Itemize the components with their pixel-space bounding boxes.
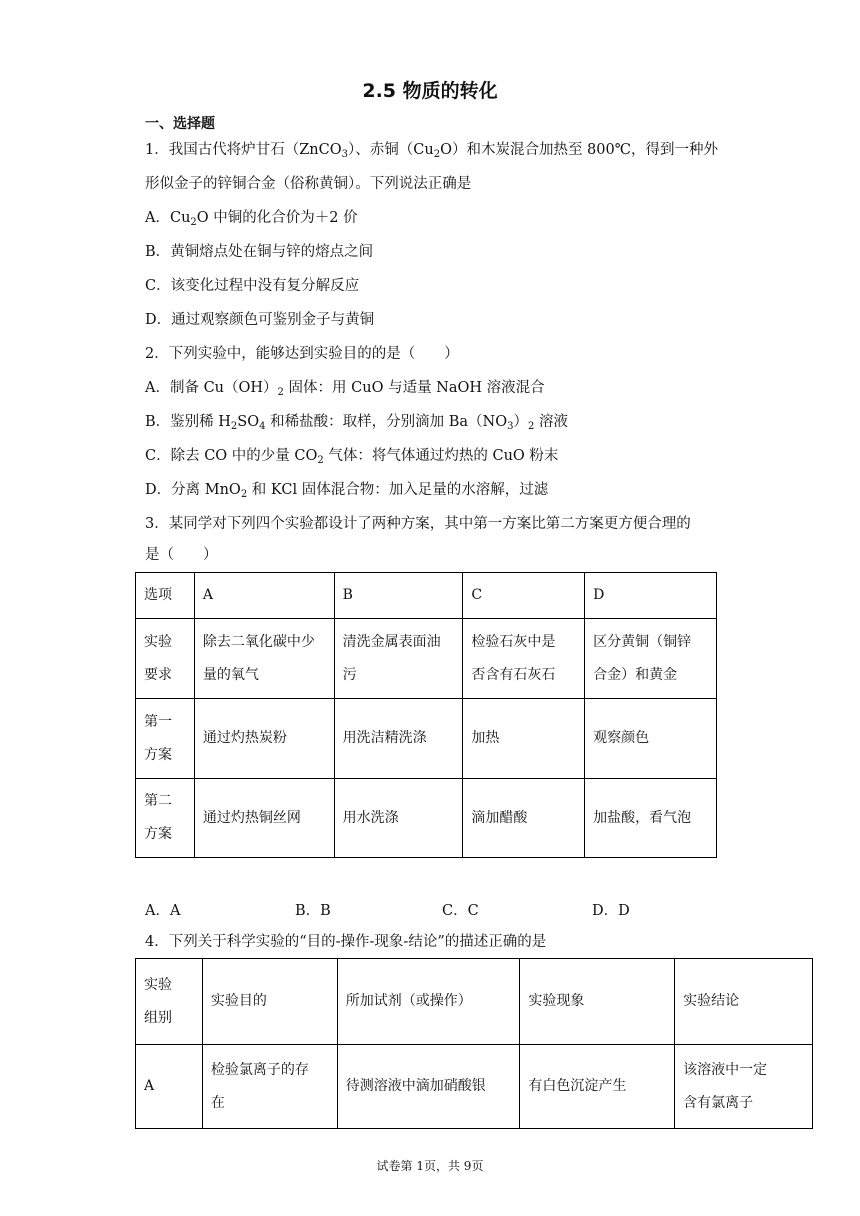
q1-option-a: A．$Cu_2O$ 中铜的化合价为＋2 价 — [145, 210, 358, 228]
table-cell: 该溶液中一定 含有氯离子 — [675, 1045, 813, 1129]
table-cell: 待测溶液中滴加硝酸银 — [337, 1045, 520, 1129]
table-header-row — [136, 573, 717, 619]
table-row — [136, 1045, 813, 1129]
table-cell: 加热 — [463, 699, 585, 779]
q1-stem-line1: 1．我国古代将炉甘石（ZnCO$_3$）、赤铜$(Cu_2O)$和木炭混合加热至 800℃，得到一种外 — [145, 142, 718, 160]
table-cell: 实验 组别 — [136, 959, 203, 1045]
table-cell: 所加试剂（或操作） — [337, 959, 520, 1045]
q3-stem-line1: 3．某同学对下列四个实验都设计了两种方案，其中第一方案比第二方案更方便合理的 — [145, 516, 691, 532]
q4-table — [135, 958, 813, 1129]
q3-option-c: C．C — [442, 903, 479, 919]
q3-table — [135, 572, 717, 858]
q3-stem-line2: 是（ ） — [145, 547, 218, 563]
table-row — [136, 699, 717, 779]
q3-option-a: A．A — [145, 903, 181, 919]
table-cell: 检验石灰中是 否含有石灰石 — [463, 619, 585, 699]
q2-option-a: A．制备 $Cu(OH)_2$ 固体：用 CuO 与适量 NaOH 溶液混合 — [145, 380, 545, 398]
table-cell: 实验结论 — [675, 959, 813, 1045]
q2-option-c: C．除去 CO 中的少量 $CO_2$ 气体：将气体通过灼热的 CuO 粉末 — [145, 448, 559, 466]
table-cell: A — [194, 573, 334, 619]
table-cell: B — [334, 573, 463, 619]
table-cell: 选项 — [136, 573, 195, 619]
q3-option-d: D．D — [592, 903, 630, 919]
table-cell: A — [136, 1045, 203, 1129]
table-cell: 实验现象 — [520, 959, 675, 1045]
page-footer: 试卷第 1页，共 9页 — [376, 1159, 484, 1173]
table-cell: 检验氯离子的存 在 — [202, 1045, 337, 1129]
q2-option-b: B．鉴别稀 $H_2SO_4$ 和稀盐酸：取样，分别滴加 $Ba(NO_3)_2$ 溶液 — [145, 414, 568, 432]
q1-option-d: D．通过观察颜色可鉴别金子与黄铜 — [145, 312, 375, 328]
table-row — [136, 619, 717, 699]
q1-option-b: B．黄铜熔点处在铜与锌的熔点之间 — [145, 244, 374, 260]
q2-option-d: D．分离 MnO$_2$ 和 KCl 固体混合物：加入足量的水溶解，过滤 — [145, 482, 549, 500]
table-cell: 加盐酸，看气泡 — [585, 779, 717, 858]
section-heading: 一、选择题 — [145, 116, 215, 132]
table-header-row — [136, 959, 813, 1045]
q2-stem: 2．下列实验中，能够达到实验目的的是（ ） — [145, 346, 459, 362]
table-cell: 有白色沉淀产生 — [520, 1045, 675, 1129]
table-cell: 通过灼热铜丝网 — [194, 779, 334, 858]
table-cell: 滴加醋酸 — [463, 779, 585, 858]
table-row — [136, 779, 717, 858]
table-cell: 通过灼热炭粉 — [194, 699, 334, 779]
table-cell: C — [463, 573, 585, 619]
page-title: 2.5 物质的转化 — [362, 80, 498, 102]
q4-stem: 4．下列关于科学实验的“目的-操作-现象-结论”的描述正确的是 — [145, 934, 547, 950]
table-cell: 观察颜色 — [585, 699, 717, 779]
table-cell: 实验 要求 — [136, 619, 195, 699]
table-cell: 第一 方案 — [136, 699, 195, 779]
table-cell: D — [585, 573, 717, 619]
table-cell: 除去二氧化碳中少 量的氧气 — [194, 619, 334, 699]
table-cell: 第二 方案 — [136, 779, 195, 858]
q1-stem-line2: 形似金子的锌铜合金（俗称黄铜）。下列说法正确是 — [145, 176, 472, 192]
table-cell: 区分黄铜（铜锌 合金）和黄金 — [585, 619, 717, 699]
table-cell: 清洗金属表面油 污 — [334, 619, 463, 699]
q1-option-c: C．该变化过程中没有复分解反应 — [145, 278, 360, 294]
q3-option-b: B．B — [295, 903, 331, 919]
table-cell: 实验目的 — [202, 959, 337, 1045]
table-cell: 用洗洁精洗涤 — [334, 699, 463, 779]
table-cell: 用水洗涤 — [334, 779, 463, 858]
